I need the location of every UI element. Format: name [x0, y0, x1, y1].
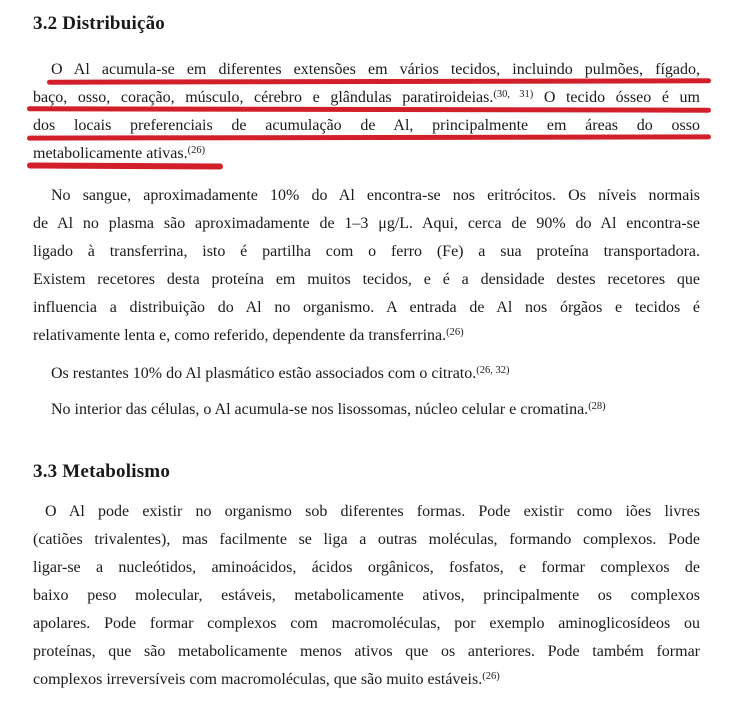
paragraph-metabolismo-complexos	[33, 498, 700, 694]
text-run: Existem recetores desta proteína em muitos tecidos, e é a densidade destes recetores que	[33, 271, 700, 288]
text-line	[33, 210, 700, 238]
text-run: relativamente lenta e, como referido, dependente da transferrina.	[33, 327, 447, 344]
text-line	[33, 360, 700, 388]
text-run: O Al pode existir no organismo sob diferentes formas. Pode existir como iões livres	[45, 503, 700, 520]
text-run: metabolicamente ativas.	[33, 145, 188, 162]
text-run: influencia a distribuição do Al no organismo. A entrada de Al nos órgãos e tecidos é	[33, 299, 700, 316]
text-run: dos locais preferenciais de acumulação de Al, principalmente em áreas do osso	[33, 117, 700, 134]
text-run: ligar-se a nucleótidos, aminoácidos, ácidos orgânicos, fosfatos, e formar complexos de	[33, 559, 700, 576]
text-run: complexos irreversíveis com macromoléculas, que são muito estáveis.	[33, 671, 483, 688]
text-line	[33, 182, 700, 210]
text-line	[33, 322, 700, 350]
citation-superscript: (26)	[446, 326, 464, 338]
text-line	[33, 666, 700, 694]
text-line	[33, 140, 700, 168]
text-line	[33, 84, 700, 112]
paragraph-citrato	[33, 360, 700, 388]
text-run: proteínas, que são metabolicamente menos ativos que os anteriores. Pode também formar	[33, 643, 700, 660]
section-heading-distribuicao: 3.2 Distribuição	[33, 13, 165, 34]
text-run: No interior das células, o Al acumula-se nos lisossomas, núcleo celular e cromatina.	[51, 401, 589, 418]
text-run: apolares. Pode formar complexos com macromoléculas, por exemplo aminoglicosídeos ou	[33, 615, 700, 632]
text-line	[33, 498, 700, 526]
text-run: baço, osso, coração, músculo, cérebro e glândulas paratiroideias.	[33, 89, 494, 106]
text-run: No sangue, aproximadamente 10% do Al encontra-se nos eritrócitos. Os níveis normais	[51, 187, 700, 204]
text-line	[33, 396, 700, 424]
text-line	[33, 238, 700, 266]
text-run: O Al acumula-se em diferentes extensões em vários tecidos, incluindo pulmões, fígado,	[51, 61, 700, 78]
red-underline-annotation	[27, 162, 223, 169]
citation-superscript: (26)	[482, 670, 500, 682]
text-run: de Al no plasma são aproximadamente de 1–3 μg/L. Aqui, cerca de 90% do Al encontra-se	[33, 215, 700, 232]
text-line	[33, 526, 700, 554]
citation-superscript: (28)	[588, 400, 606, 412]
section-heading-metabolismo: 3.3 Metabolismo	[33, 461, 171, 482]
text-line	[33, 638, 700, 666]
text-line	[33, 112, 700, 140]
text-run: O tecido ósseo é um	[533, 89, 701, 106]
text-line	[33, 582, 700, 610]
paragraph-sangue-transferrina	[33, 182, 700, 350]
paragraph-interior-celulas	[33, 396, 700, 424]
text-line	[33, 56, 700, 84]
text-run: (catiões trivalentes), mas facilmente se liga a outras moléculas, formando complexos. Pode	[33, 531, 700, 548]
text-line	[33, 554, 700, 582]
text-run: baixo peso molecular, estáveis, metabolicamente ativos, principalmente os complexos	[33, 587, 700, 604]
citation-superscript: (30, 31)	[493, 88, 534, 100]
text-line	[33, 266, 700, 294]
paragraph-distribuicao-tecidos	[33, 56, 700, 168]
text-line	[33, 610, 700, 638]
text-run: Os restantes 10% do Al plasmático estão associados com o citrato.	[51, 365, 477, 382]
citation-superscript: (26, 32)	[476, 364, 510, 376]
text-run: ligado à transferrina, isto é partilha com o ferro (Fe) a sua proteína transportadora.	[33, 243, 700, 260]
text-line	[33, 294, 700, 322]
citation-superscript: (26)	[187, 144, 206, 156]
